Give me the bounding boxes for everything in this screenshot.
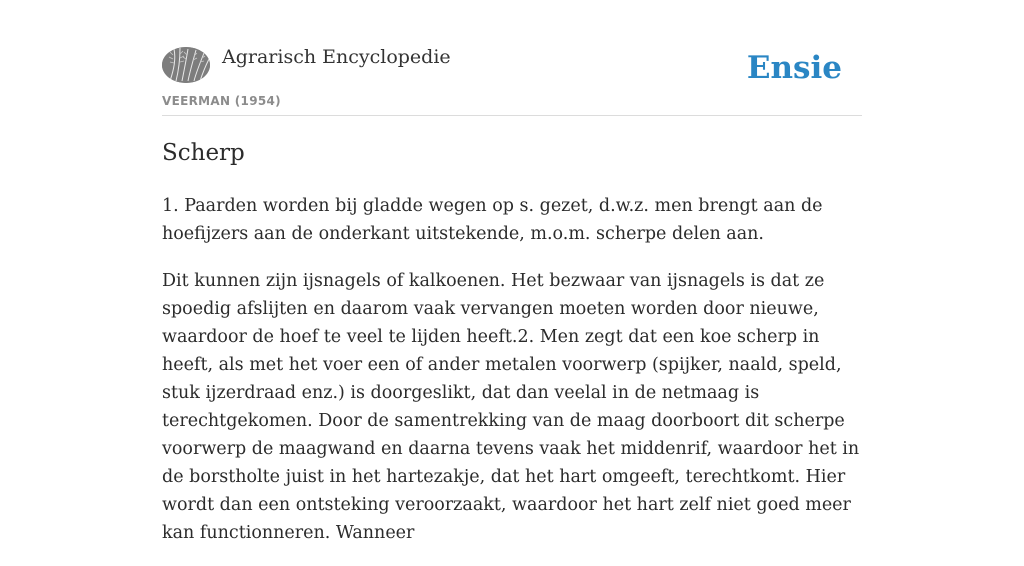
article-paragraph: Dit kunnen zijn ijsnagels of kalkoenen. Het bezwaar van ijsnagels is dat ze spoedig afslijten en daarom vaak vervangen moeten worden door nieuwe, waardoor de hoef te veel te lijden heeft.2. Men zegt dat een koe scherp in heeft, als met het voer een of ander metalen voorwerp (spijker, naald, speld, stuk ijzerdraad enz.) is doorgeslikt, dat dan veelal in de netmaag is terechtgekomen. Door de samentrekking van de maag doorboort dit scherpe voorwerp de maagwand en daarna tevens vaak het middenrif, waardoor het in de borstholte juist in het hartezakje, dat het hart omgeeft, terechtkomt. Hier wordt dan een ontsteking veroorzaakt, waardoor het hart zelf niet goed meer kan functionneren. Wanneer [162, 271, 860, 543]
page [162, 0, 862, 543]
brand-logo[interactable]: Ensie [746, 50, 842, 86]
wheat-ears-icon[interactable] [162, 47, 210, 83]
article-title: Scherp [162, 140, 245, 166]
article-paragraph: 1. Paarden worden bij gladde wegen op s. gezet, d.w.z. men brengt aan de hoefijzers aan de onderkant uitstekende, m.o.m. scherpe delen aan. [162, 196, 823, 244]
header [162, 0, 862, 116]
source-meta: VEERMAN (1954) [162, 94, 281, 108]
encyclopedia-name[interactable]: Agrarisch Encyclopedie [222, 46, 451, 68]
article-body [162, 192, 862, 566]
